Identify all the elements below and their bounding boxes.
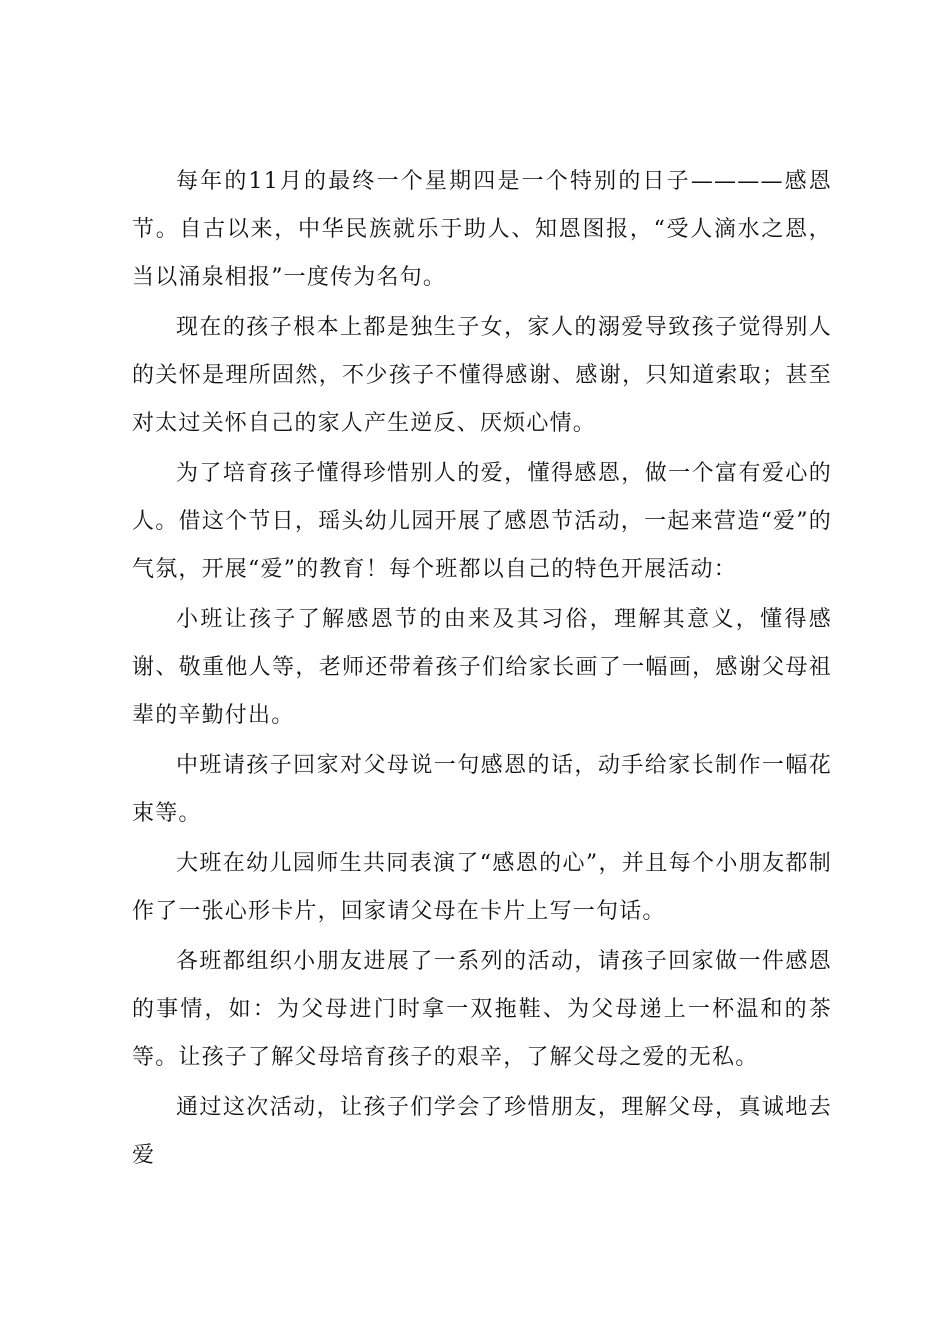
paragraph-activity-purpose: 为了培育孩子懂得珍惜别人的爱，懂得感恩，做一个富有爱心的人。借这个节日，瑶头幼儿园开展了感恩节活动，一起来营造“爱”的气氛，开展“爱”的教育！每个班都以自己的特色开展活动： [132, 461, 832, 582]
paragraph-small-class: 小班让孩子了解感恩节的由来及其习俗，理解其意义，懂得感谢、敬重他人等，老师还带着孩子们给家长画了一幅画，感谢父母祖辈的辛勤付出。 [132, 607, 832, 728]
paragraph-thanksgiving-intro: 每年的11月的最终一个星期四是一个特别的日子————感恩节。自古以来，中华民族就乐于助人、知恩图报，“受人滴水之恩，当以涌泉相报”一度传为名句。 [132, 169, 832, 290]
paragraph-all-classes: 各班都组织小朋友进展了一系列的活动，请孩子回家做一件感恩的事情，如：为父母进门时拿一双拖鞋、为父母递上一杯温和的茶等。让孩子了解父母培育孩子的艰辛，了解父母之爱的无私。 [132, 949, 832, 1070]
paragraph-only-children: 现在的孩子根本上都是独生子女，家人的溺爱导致孩子觉得别人的关怀是理所固然，不少孩子不懂得感谢、感谢，只知道索取；甚至对太过关怀自己的家人产生逆反、厌烦心情。 [132, 315, 832, 436]
paragraph-conclusion: 通过这次活动，让孩子们学会了珍惜朋友，理解父母，真诚地去爱 [132, 1095, 832, 1168]
paragraph-big-class: 大班在幼儿园师生共同表演了“感恩的心”，并且每个小朋友都制作了一张心形卡片，回家请父母在卡片上写一句话。 [132, 851, 832, 924]
paragraph-middle-class: 中班请孩子回家对父母说一句感恩的话，动手给家长制作一幅花束等。 [132, 753, 832, 826]
document-body [132, 158, 832, 1182]
